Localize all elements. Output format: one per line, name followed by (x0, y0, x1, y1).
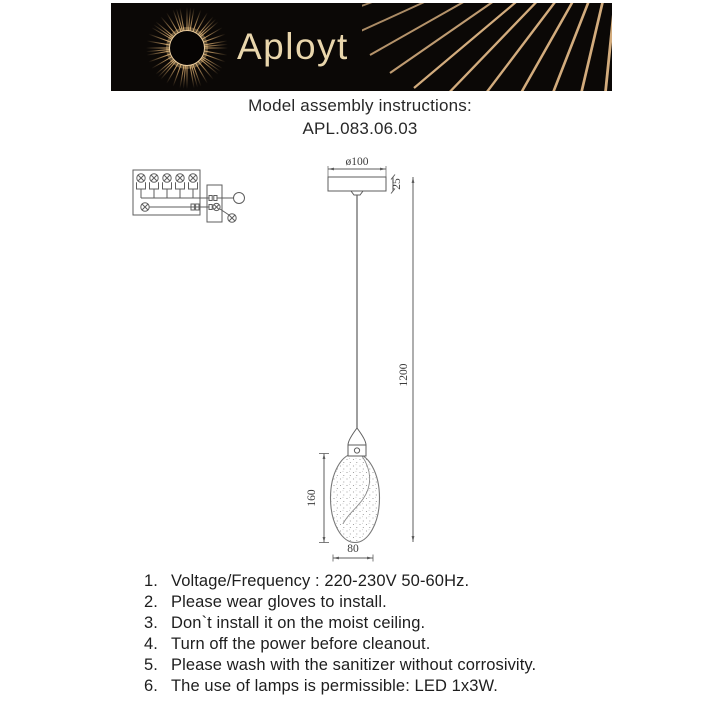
item-text: Please wear gloves to install. (171, 593, 387, 611)
dim-diameter (328, 156, 386, 177)
ground-screw (141, 203, 149, 211)
cord-grip (351, 191, 363, 195)
brand-banner (111, 3, 612, 91)
corner-rays-icon (362, 3, 612, 91)
item-text: Please wash with the sanitizer without corrosivity. (171, 656, 537, 674)
dim-overall-height-label: 1200 (398, 363, 410, 387)
title-block (0, 94, 720, 140)
item-number: 1. (144, 572, 158, 590)
list-item (140, 655, 610, 676)
wiring-diagram (128, 158, 260, 232)
ceiling-canopy (328, 177, 386, 191)
dim-shade-height-label: 160 (306, 489, 318, 507)
dim-canopy-height-label: 25 (391, 178, 403, 190)
item-number: 5. (144, 656, 158, 674)
instructions-list (140, 571, 610, 697)
list-item (140, 592, 610, 613)
dim-overall-height (398, 177, 414, 542)
item-number: 2. (144, 593, 158, 611)
dim-shade-height (306, 454, 329, 543)
item-text: The use of lamps is permissible: LED 1x3W. (171, 677, 498, 695)
item-number: 6. (144, 677, 158, 695)
item-number: 3. (144, 614, 158, 632)
list-item (140, 634, 610, 655)
item-text: Don`t install it on the moist ceiling. (171, 614, 426, 632)
list-item (140, 613, 610, 634)
junction-box (207, 185, 222, 222)
dim-shade-width (333, 543, 373, 562)
list-item (140, 571, 610, 592)
pendant-dimension-drawing (300, 152, 425, 570)
glass-shade (331, 454, 380, 543)
dim-shade-width-label: 80 (347, 543, 359, 555)
lamp-symbol (234, 193, 245, 204)
brand-name: Aployt (237, 26, 349, 67)
list-item (140, 676, 610, 697)
starburst-logo-icon (144, 5, 230, 91)
dim-canopy-height (391, 175, 403, 194)
item-number: 4. (144, 635, 158, 653)
item-text: Turn off the power before cleanout. (171, 635, 431, 653)
item-text: Voltage/Frequency : 220-230V 50-60Hz. (171, 572, 470, 590)
sheet-title: Model assembly instructions: (248, 96, 472, 115)
screw-terminals (137, 174, 198, 189)
lamp-holder (348, 428, 366, 456)
model-number: APL.083.06.03 (302, 119, 418, 138)
small-screw-symbol (228, 214, 236, 222)
dim-diameter-label: ø100 (345, 156, 369, 168)
